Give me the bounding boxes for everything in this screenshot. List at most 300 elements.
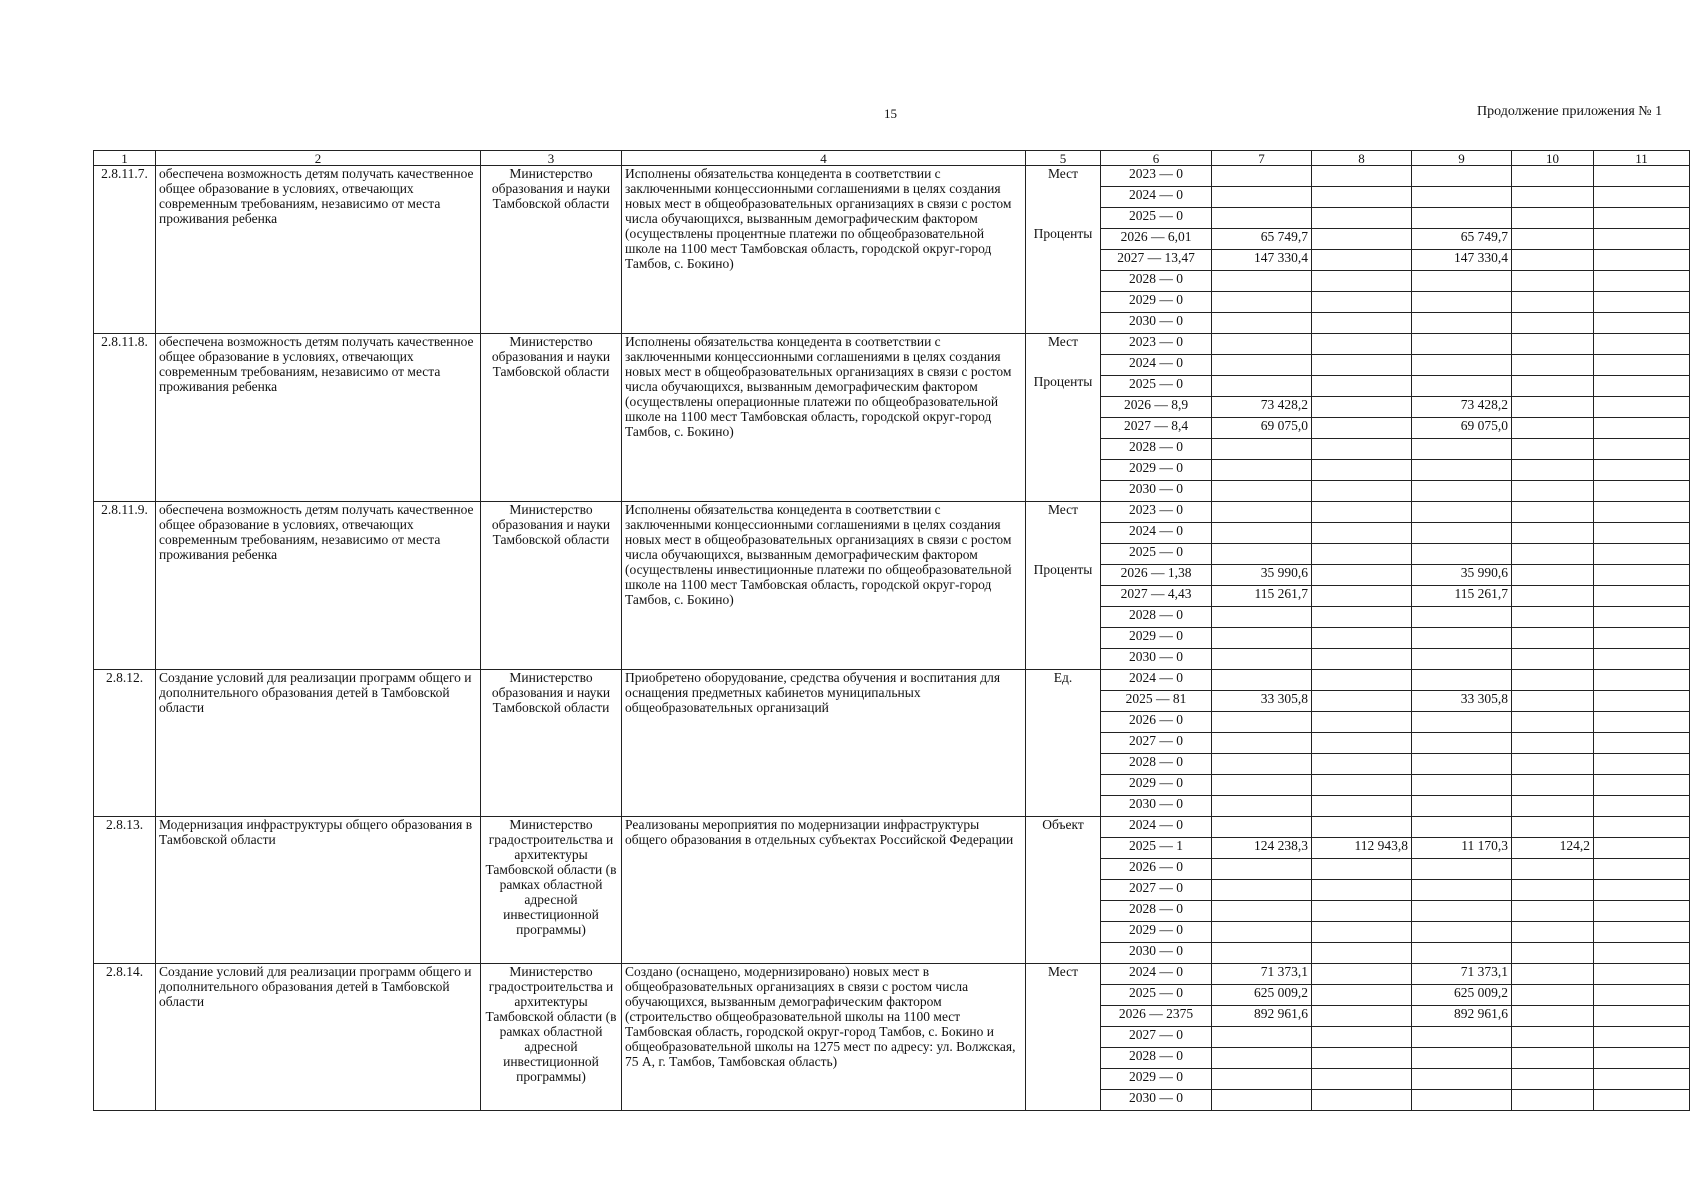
year-target: 2030 — 0 [1101, 943, 1212, 964]
funding-total: 625 009,2 [1212, 985, 1312, 1006]
year-target: 2024 — 0 [1101, 964, 1212, 985]
funding-total [1212, 292, 1312, 313]
funding-federal [1312, 628, 1412, 649]
funding-regional: 147 330,4 [1412, 250, 1512, 271]
funding-federal [1312, 439, 1412, 460]
unit-cell [1026, 964, 1101, 1111]
table-body [94, 166, 1690, 1111]
funding-other [1594, 229, 1690, 250]
funding-total [1212, 775, 1312, 796]
funding-other [1594, 1006, 1690, 1027]
funding-local [1512, 376, 1594, 397]
unit-of-measure [1029, 186, 1097, 206]
funding-regional [1412, 796, 1512, 817]
funding-federal [1312, 754, 1412, 775]
funding-other [1594, 502, 1690, 523]
funding-federal [1312, 1069, 1412, 1090]
funding-federal [1312, 691, 1412, 712]
funding-local [1512, 628, 1594, 649]
year-target: 2028 — 0 [1101, 1048, 1212, 1069]
measure-number: 2.8.12. [94, 670, 156, 817]
year-target: 2027 — 0 [1101, 1027, 1212, 1048]
header-row [94, 151, 1690, 166]
funding-other [1594, 628, 1690, 649]
funding-other [1594, 544, 1690, 565]
funding-regional: 65 749,7 [1412, 229, 1512, 250]
unit-cell [1026, 166, 1101, 334]
column-header-4: 4 [622, 151, 1026, 166]
funding-federal [1312, 880, 1412, 901]
funding-total: 147 330,4 [1212, 250, 1312, 271]
funding-federal [1312, 649, 1412, 670]
funding-total [1212, 1069, 1312, 1090]
year-target: 2026 — 0 [1101, 712, 1212, 733]
funding-total [1212, 544, 1312, 565]
funding-other [1594, 166, 1690, 187]
funding-total: 892 961,6 [1212, 1006, 1312, 1027]
responsible-body: Министерство образования и науки Тамбовской области [481, 166, 622, 334]
funding-total [1212, 334, 1312, 355]
expected-result: Создано (оснащено, модернизировано) новых мест в общеобразовательных организациях в связи с ростом числа обучающихся, вызванным демографическим фактором (строительство общеобразовательной школы на 1100 мест Тамбовская область, городской округ-город Тамбов, с. Бокино и общеобразовательной школы на 1275 мест по адресу: ул. Волжская, 75 А, г. Тамбов, Тамбовская область) [622, 964, 1026, 1111]
funding-other [1594, 481, 1690, 502]
funding-federal [1312, 712, 1412, 733]
funding-other [1594, 796, 1690, 817]
funding-federal [1312, 775, 1412, 796]
funding-regional [1412, 880, 1512, 901]
funding-federal [1312, 481, 1412, 502]
funding-federal [1312, 271, 1412, 292]
funding-total [1212, 649, 1312, 670]
column-header-1: 1 [94, 151, 156, 166]
funding-regional [1412, 502, 1512, 523]
funding-total [1212, 628, 1312, 649]
funding-regional: 625 009,2 [1412, 985, 1512, 1006]
funding-federal [1312, 418, 1412, 439]
funding-regional: 11 170,3 [1412, 838, 1512, 859]
funding-local [1512, 334, 1594, 355]
funding-total [1212, 817, 1312, 838]
funding-other [1594, 397, 1690, 418]
funding-federal [1312, 376, 1412, 397]
funding-local [1512, 1069, 1594, 1090]
unit-of-measure: Мест [1047, 334, 1079, 349]
funding-other [1594, 733, 1690, 754]
unit-of-measure: Мест [1047, 964, 1079, 979]
funding-local [1512, 166, 1594, 187]
funding-regional [1412, 166, 1512, 187]
year-target: 2028 — 0 [1101, 271, 1212, 292]
year-target: 2027 — 0 [1101, 733, 1212, 754]
column-header-5: 5 [1026, 151, 1101, 166]
funding-local [1512, 292, 1594, 313]
funding-other [1594, 670, 1690, 691]
year-target: 2026 — 6,01 [1101, 229, 1212, 250]
responsible-body: Министерство образования и науки Тамбовской области [481, 670, 622, 817]
funding-local [1512, 565, 1594, 586]
funding-regional [1412, 523, 1512, 544]
year-target: 2027 — 0 [1101, 880, 1212, 901]
measure-title: обеспечена возможность детям получать качественное общее образование в условиях, отвечающих современным требованиям, независимо от места проживания ребенка [156, 502, 481, 670]
year-target: 2027 — 4,43 [1101, 586, 1212, 607]
funding-total: 73 428,2 [1212, 397, 1312, 418]
funding-total [1212, 481, 1312, 502]
funding-federal [1312, 502, 1412, 523]
funding-regional [1412, 859, 1512, 880]
funding-federal [1312, 1027, 1412, 1048]
funding-total [1212, 943, 1312, 964]
funding-local [1512, 1048, 1594, 1069]
funding-regional [1412, 355, 1512, 376]
funding-local [1512, 313, 1594, 334]
funding-federal [1312, 859, 1412, 880]
funding-local [1512, 859, 1594, 880]
funding-total [1212, 1048, 1312, 1069]
year-target: 2028 — 0 [1101, 439, 1212, 460]
funding-federal [1312, 397, 1412, 418]
funding-local [1512, 481, 1594, 502]
funding-local [1512, 649, 1594, 670]
year-target: 2028 — 0 [1101, 754, 1212, 775]
funding-regional [1412, 754, 1512, 775]
year-target: 2030 — 0 [1101, 796, 1212, 817]
funding-other [1594, 187, 1690, 208]
funding-local [1512, 985, 1594, 1006]
funding-federal [1312, 901, 1412, 922]
year-target: 2023 — 0 [1101, 334, 1212, 355]
funding-total [1212, 901, 1312, 922]
funding-regional [1412, 439, 1512, 460]
funding-local [1512, 880, 1594, 901]
funding-federal [1312, 796, 1412, 817]
funding-local [1512, 523, 1594, 544]
year-target: 2023 — 0 [1101, 166, 1212, 187]
year-target: 2025 — 81 [1101, 691, 1212, 712]
funding-other [1594, 607, 1690, 628]
funding-local [1512, 775, 1594, 796]
funding-local [1512, 943, 1594, 964]
year-target: 2029 — 0 [1101, 1069, 1212, 1090]
funding-other [1594, 208, 1690, 229]
funding-local [1512, 187, 1594, 208]
table-row [94, 670, 1690, 691]
funding-other [1594, 1069, 1690, 1090]
year-target: 2024 — 0 [1101, 670, 1212, 691]
column-header-10: 10 [1512, 151, 1594, 166]
funding-regional [1412, 544, 1512, 565]
continuation-label: Продолжение приложения № 1 [1477, 104, 1663, 119]
funding-local [1512, 439, 1594, 460]
funding-regional [1412, 712, 1512, 733]
funding-federal [1312, 607, 1412, 628]
funding-local [1512, 964, 1594, 985]
funding-total [1212, 187, 1312, 208]
funding-total [1212, 439, 1312, 460]
year-target: 2025 — 0 [1101, 208, 1212, 229]
funding-local [1512, 733, 1594, 754]
funding-federal [1312, 208, 1412, 229]
responsible-body: Министерство градостроительства и архитектуры Тамбовской области (в рамках областной адресной инвестиционной программы) [481, 964, 622, 1111]
responsible-body: Министерство образования и науки Тамбовской области [481, 334, 622, 502]
funding-other [1594, 292, 1690, 313]
funding-total: 115 261,7 [1212, 586, 1312, 607]
funding-regional [1412, 901, 1512, 922]
unit-cell [1026, 502, 1101, 670]
funding-other [1594, 355, 1690, 376]
unit-of-measure: Проценты [1033, 562, 1093, 577]
funding-total: 69 075,0 [1212, 418, 1312, 439]
funding-federal [1312, 250, 1412, 271]
funding-total [1212, 1090, 1312, 1111]
funding-regional [1412, 649, 1512, 670]
funding-other [1594, 460, 1690, 481]
responsible-body: Министерство градостроительства и архитектуры Тамбовской области (в рамках областной адресной инвестиционной программы) [481, 817, 622, 964]
funding-regional [1412, 376, 1512, 397]
funding-other [1594, 565, 1690, 586]
unit-cell [1026, 334, 1101, 502]
funding-other [1594, 691, 1690, 712]
unit-of-measure: Объект [1042, 817, 1084, 832]
measure-number: 2.8.11.8. [94, 334, 156, 502]
unit-cell [1026, 670, 1101, 817]
funding-regional: 69 075,0 [1412, 418, 1512, 439]
year-target: 2027 — 13,47 [1101, 250, 1212, 271]
column-header-9: 9 [1412, 151, 1512, 166]
funding-local [1512, 355, 1594, 376]
funding-federal [1312, 334, 1412, 355]
funding-regional: 73 428,2 [1412, 397, 1512, 418]
year-target: 2026 — 8,9 [1101, 397, 1212, 418]
year-target: 2029 — 0 [1101, 460, 1212, 481]
funding-total [1212, 754, 1312, 775]
funding-federal [1312, 670, 1412, 691]
funding-regional [1412, 481, 1512, 502]
funding-regional [1412, 271, 1512, 292]
year-target: 2027 — 8,4 [1101, 418, 1212, 439]
funding-local [1512, 502, 1594, 523]
funding-regional [1412, 1027, 1512, 1048]
funding-total [1212, 733, 1312, 754]
expected-result: Исполнены обязательства концедента в соответствии с заключенными концессионными соглашениями в целях создания новых мест в общеобразовательных организациях в связи с ростом числа обучающихся, вызванным демографическим фактором (осуществлены процентные платежи по общеобразовательной школе на 1100 мест Тамбовская область, городской округ-город Тамбов, с. Бокино) [622, 166, 1026, 334]
unit-of-measure [1029, 522, 1097, 542]
funding-regional [1412, 1048, 1512, 1069]
funding-total [1212, 607, 1312, 628]
funding-federal [1312, 1090, 1412, 1111]
funding-federal [1312, 523, 1412, 544]
funding-local [1512, 460, 1594, 481]
unit-of-measure: Проценты [1033, 226, 1093, 241]
funding-federal [1312, 565, 1412, 586]
funding-local [1512, 670, 1594, 691]
funding-local [1512, 1006, 1594, 1027]
funding-other [1594, 901, 1690, 922]
funding-local [1512, 817, 1594, 838]
year-target: 2029 — 0 [1101, 292, 1212, 313]
funding-federal [1312, 460, 1412, 481]
funding-total: 65 749,7 [1212, 229, 1312, 250]
funding-federal [1312, 964, 1412, 985]
measure-title: Модернизация инфраструктуры общего образования в Тамбовской области [156, 817, 481, 964]
year-target: 2030 — 0 [1101, 649, 1212, 670]
funding-other [1594, 922, 1690, 943]
year-target: 2028 — 0 [1101, 607, 1212, 628]
funding-local [1512, 586, 1594, 607]
funding-regional [1412, 817, 1512, 838]
funding-federal [1312, 733, 1412, 754]
funding-other [1594, 985, 1690, 1006]
measure-title: Создание условий для реализации программ общего и дополнительного образования детей в Тамбовской области [156, 964, 481, 1111]
year-target: 2030 — 0 [1101, 481, 1212, 502]
funding-regional [1412, 334, 1512, 355]
funding-federal [1312, 187, 1412, 208]
funding-other [1594, 1027, 1690, 1048]
funding-local [1512, 418, 1594, 439]
funding-other [1594, 334, 1690, 355]
funding-regional [1412, 775, 1512, 796]
funding-local: 124,2 [1512, 838, 1594, 859]
funding-regional [1412, 943, 1512, 964]
funding-other [1594, 859, 1690, 880]
funding-other [1594, 1090, 1690, 1111]
funding-other [1594, 418, 1690, 439]
funding-total [1212, 670, 1312, 691]
funding-total [1212, 208, 1312, 229]
funding-total [1212, 355, 1312, 376]
year-target: 2029 — 0 [1101, 628, 1212, 649]
funding-regional [1412, 670, 1512, 691]
unit-of-measure [1029, 206, 1097, 226]
funding-other [1594, 586, 1690, 607]
funding-federal [1312, 922, 1412, 943]
funding-local [1512, 208, 1594, 229]
funding-local [1512, 229, 1594, 250]
funding-total [1212, 1027, 1312, 1048]
funding-total [1212, 523, 1312, 544]
funding-federal [1312, 355, 1412, 376]
measure-title: обеспечена возможность детям получать качественное общее образование в условиях, отвечающих современным требованиям, независимо от места проживания ребенка [156, 166, 481, 334]
funding-federal [1312, 985, 1412, 1006]
funding-local [1512, 271, 1594, 292]
funding-regional [1412, 628, 1512, 649]
funding-federal [1312, 817, 1412, 838]
measures-table [93, 150, 1690, 1111]
funding-other [1594, 1048, 1690, 1069]
year-target: 2025 — 1 [1101, 838, 1212, 859]
year-target: 2029 — 0 [1101, 922, 1212, 943]
year-target: 2026 — 2375 [1101, 1006, 1212, 1027]
measure-title: обеспечена возможность детям получать качественное общее образование в условиях, отвечающих современным требованиям, независимо от места проживания ребенка [156, 334, 481, 502]
funding-local [1512, 607, 1594, 628]
funding-federal [1312, 292, 1412, 313]
funding-regional [1412, 208, 1512, 229]
funding-total: 33 305,8 [1212, 691, 1312, 712]
funding-regional [1412, 292, 1512, 313]
table-row [94, 334, 1690, 355]
funding-federal [1312, 586, 1412, 607]
funding-other [1594, 964, 1690, 985]
funding-federal [1312, 166, 1412, 187]
year-target: 2024 — 0 [1101, 187, 1212, 208]
funding-local [1512, 691, 1594, 712]
funding-local [1512, 1027, 1594, 1048]
unit-of-measure: Мест [1047, 166, 1079, 181]
responsible-body: Министерство образования и науки Тамбовской области [481, 502, 622, 670]
funding-other [1594, 712, 1690, 733]
table-row [94, 964, 1690, 985]
year-target: 2030 — 0 [1101, 1090, 1212, 1111]
funding-regional [1412, 1069, 1512, 1090]
measure-number: 2.8.11.9. [94, 502, 156, 670]
funding-other [1594, 376, 1690, 397]
funding-local [1512, 712, 1594, 733]
year-target: 2024 — 0 [1101, 355, 1212, 376]
funding-total [1212, 166, 1312, 187]
year-target: 2025 — 0 [1101, 544, 1212, 565]
year-target: 2028 — 0 [1101, 901, 1212, 922]
funding-total [1212, 376, 1312, 397]
funding-regional: 35 990,6 [1412, 565, 1512, 586]
year-target: 2024 — 0 [1101, 817, 1212, 838]
funding-local [1512, 544, 1594, 565]
column-header-8: 8 [1312, 151, 1412, 166]
funding-regional: 71 373,1 [1412, 964, 1512, 985]
funding-federal [1312, 229, 1412, 250]
year-target: 2025 — 0 [1101, 376, 1212, 397]
year-target: 2026 — 1,38 [1101, 565, 1212, 586]
funding-federal [1312, 1048, 1412, 1069]
page-number: 15 [884, 106, 897, 121]
funding-total [1212, 313, 1312, 334]
funding-total: 35 990,6 [1212, 565, 1312, 586]
funding-total [1212, 460, 1312, 481]
funding-total [1212, 271, 1312, 292]
funding-other [1594, 817, 1690, 838]
funding-regional [1412, 1090, 1512, 1111]
funding-local [1512, 922, 1594, 943]
funding-regional: 33 305,8 [1412, 691, 1512, 712]
funding-local [1512, 397, 1594, 418]
funding-regional [1412, 607, 1512, 628]
funding-local [1512, 250, 1594, 271]
expected-result: Исполнены обязательства концедента в соответствии с заключенными концессионными соглашениями в целях создания новых мест в общеобразовательных организациях в связи с ростом числа обучающихся, вызванным демографическим фактором (осуществлены операционные платежи по общеобразовательной школе на 1100 мест Тамбовская область, городской округ-город Тамбов, с. Бокино) [622, 334, 1026, 502]
column-header-2: 2 [156, 151, 481, 166]
funding-total [1212, 922, 1312, 943]
funding-other [1594, 943, 1690, 964]
funding-federal [1312, 313, 1412, 334]
funding-local [1512, 1090, 1594, 1111]
funding-federal [1312, 1006, 1412, 1027]
funding-federal [1312, 544, 1412, 565]
unit-cell [1026, 817, 1101, 964]
funding-total [1212, 712, 1312, 733]
column-header-11: 11 [1594, 151, 1690, 166]
year-target: 2023 — 0 [1101, 502, 1212, 523]
funding-total: 124 238,3 [1212, 838, 1312, 859]
funding-other [1594, 439, 1690, 460]
year-target: 2024 — 0 [1101, 523, 1212, 544]
measure-number: 2.8.13. [94, 817, 156, 964]
expected-result: Приобретено оборудование, средства обучения и воспитания для оснащения предметных кабинетов муниципальных общеобразовательных организаций [622, 670, 1026, 817]
funding-other [1594, 250, 1690, 271]
year-target: 2029 — 0 [1101, 775, 1212, 796]
funding-other [1594, 754, 1690, 775]
funding-federal: 112 943,8 [1312, 838, 1412, 859]
table-row [94, 502, 1690, 523]
funding-other [1594, 880, 1690, 901]
table-row [94, 166, 1690, 187]
funding-local [1512, 754, 1594, 775]
expected-result: Реализованы мероприятия по модернизации инфраструктуры общего образования в отдельных субъектах Российской Федерации [622, 817, 1026, 964]
column-header-3: 3 [481, 151, 622, 166]
